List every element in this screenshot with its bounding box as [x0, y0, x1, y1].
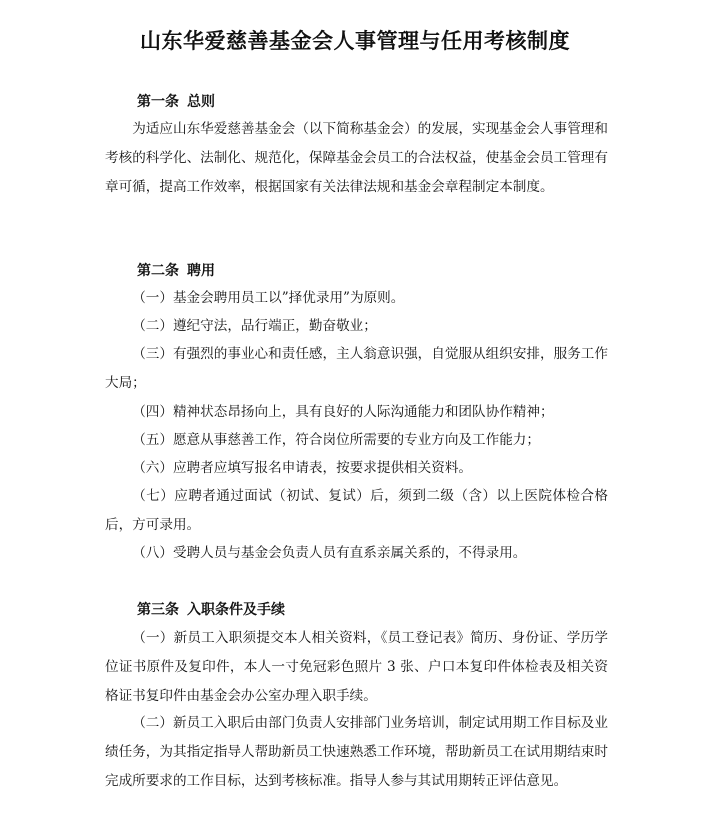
document-title: 山东华爱慈善基金会人事管理与任用考核制度	[140, 29, 570, 53]
section-3-paragraph-1: （一）新员工入职须提交本人相关资料，《员工登记表》简历、身份证、学历学位证书原件及复印件，本人一寸免冠彩色照片 3 张、户口本复印件体检表及相关资格证书复印件由基金会办公室办理入职手续。	[105, 630, 608, 704]
section-3-heading	[137, 600, 285, 620]
section-2-paragraph-3: （三）有强烈的事业心和责任感，主人翁意识强，自觉服从组织安排，服务工作大局；	[105, 346, 608, 391]
section-2-heading	[137, 261, 215, 281]
section-2-name: 聘用	[187, 263, 215, 279]
section-3-number: 第三条	[137, 602, 179, 618]
section-1-name: 总则	[187, 94, 215, 110]
section-2-paragraph-7: （七）应聘者通过面试（初试、复试）后，须到二级（含）以上医院体检合格后，方可录用。	[105, 488, 608, 533]
section-3-paragraph-2: （二）新员工入职后由部门负责人安排部门业务培训，制定试用期工作目标及业绩任务，为其指定指导人帮助新员工快速熟悉工作环境，帮助新员工在试用期结束时完成所要求的工作目标，达到考核标准。指导人参与其试用期转正评估意见。	[105, 715, 608, 789]
section-1-number: 第一条	[137, 94, 179, 110]
section-2-paragraph-8: （八）受聘人员与基金会负责人员有直系亲属关系的，不得录用。	[132, 545, 527, 561]
section-3-name: 入职条件及手续	[187, 602, 285, 618]
section-2-paragraph-2: （二）遵纪守法，品行端正，勤奋敬业；	[132, 318, 377, 334]
section-2-paragraph-5: （五）愿意从事慈善工作，符合岗位所需要的专业方向及工作能力；	[132, 432, 540, 448]
section-2-paragraph-4: （四）精神状态昂扬向上，具有良好的人际沟通能力和团队协作精神；	[132, 404, 554, 420]
section-1-paragraph-1: 为适应山东华爱慈善基金会（以下简称基金会）的发展，实现基金会人事管理和考核的科学化、法制化、规范化，保障基金会员工的合法权益，使基金会员工管理有章可循，提高工作效率，根据国家有关法律法规和基金会章程制定本制度。	[105, 121, 608, 195]
section-1-heading	[137, 92, 215, 112]
section-2-paragraph-6: （六）应聘者应填写报名申请表，按要求提供相关资料。	[132, 460, 473, 476]
section-2-paragraph-1: （一）基金会聘用员工以”择优录用”为原则。	[132, 290, 405, 306]
section-2-number: 第二条	[137, 263, 179, 279]
